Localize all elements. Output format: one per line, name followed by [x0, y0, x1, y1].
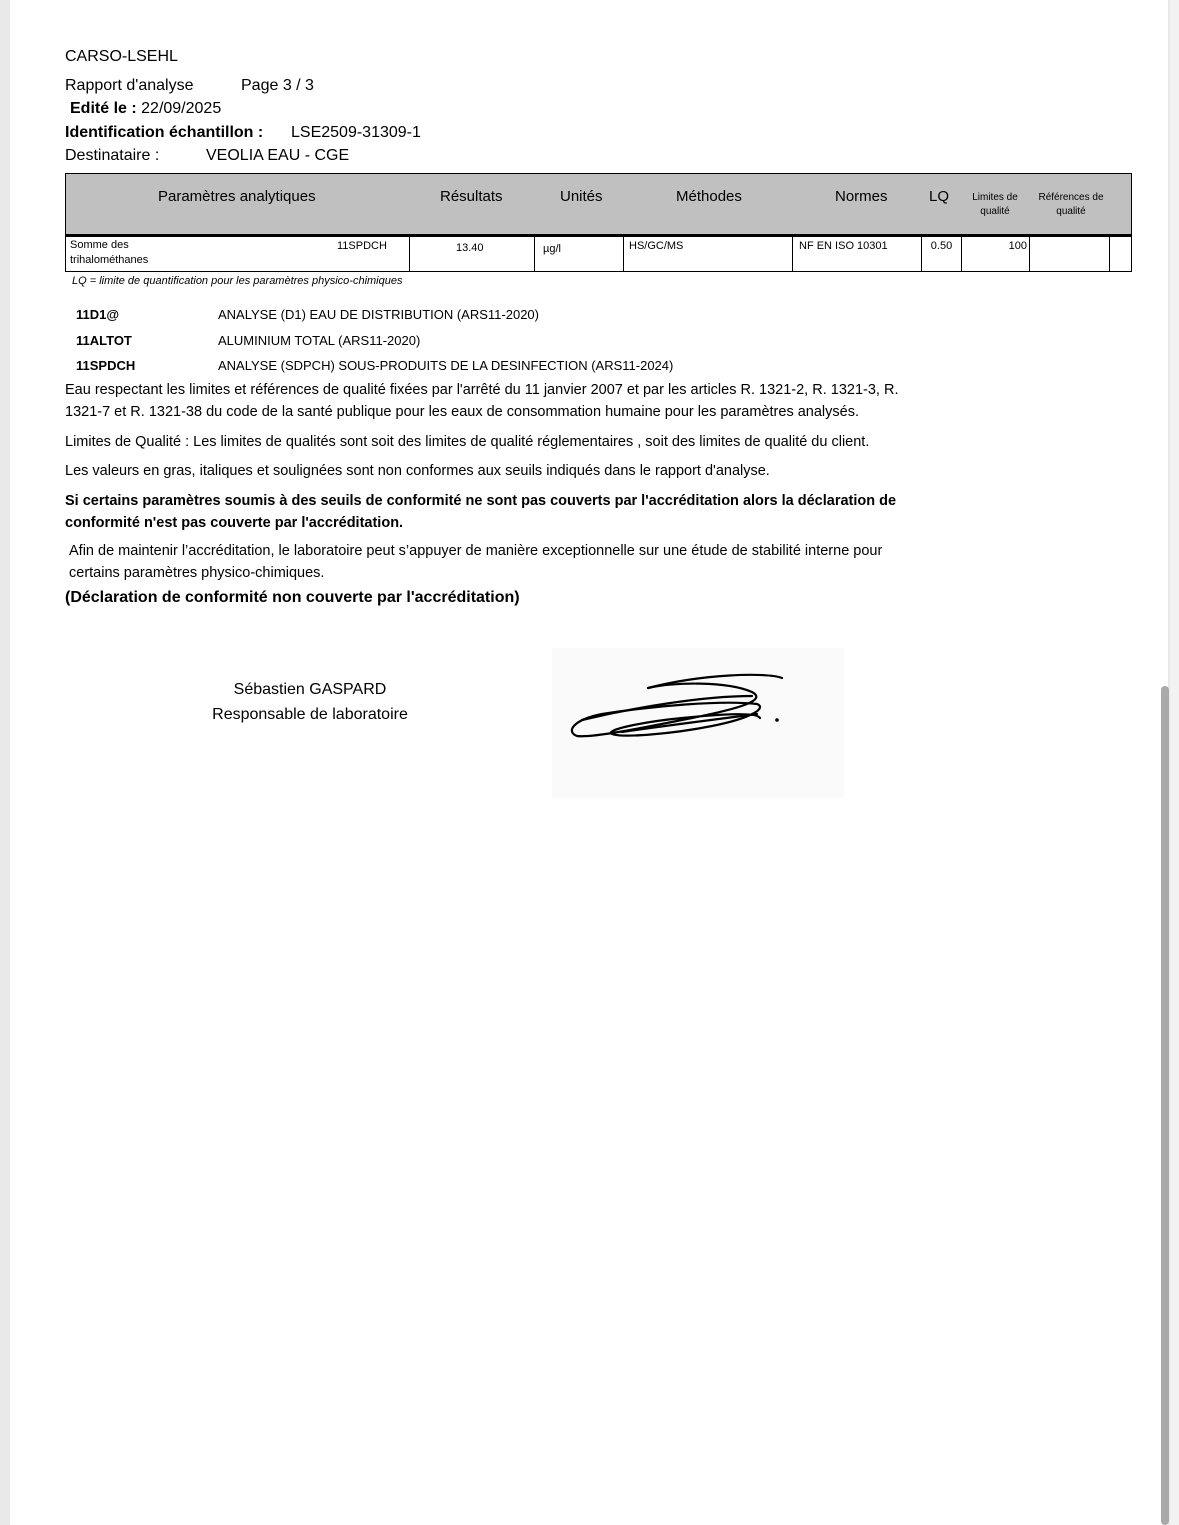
cell-limit: 100: [1008, 240, 1027, 252]
recipient-label: Destinataire :: [65, 147, 160, 164]
report-label: Rapport d'analyse: [65, 77, 194, 94]
col-results: Résultats: [440, 188, 503, 205]
code-description: ALUMINIUM TOTAL (ARS11-2020): [218, 333, 421, 348]
table-row: [65, 235, 1132, 272]
cell-result: 13.40: [456, 242, 484, 254]
code-id: 11D1@: [76, 307, 120, 322]
col-parameters: Paramètres analytiques: [158, 188, 316, 205]
signatory: [160, 677, 460, 727]
cell-unit: µg/l: [543, 243, 561, 255]
values-note: Les valeurs en gras, italiques et soulignées sont non conformes aux seuils indiqués dans le rapport d'analyse.: [65, 463, 770, 479]
scrollbar-thumb[interactable]: [1161, 686, 1169, 1525]
divider: [1109, 237, 1110, 271]
conformity-statement: Eau respectant les limites et références de qualité fixées par l'arrêté du 11 janvier 2007 et par les articles R. 1321-2, R. 1321-3, R. 1321-7 et R. 1321-38 du code de la santé publique pour les eaux de consommation humaine pour les paramètres analysés.: [65, 382, 899, 420]
signature-scribble: [552, 648, 844, 798]
cell-lq: 0.50: [930, 240, 953, 252]
col-units: Unités: [560, 188, 603, 205]
edited-label: Edité le :: [70, 100, 137, 117]
col-lq: LQ: [929, 188, 950, 205]
scrollbar-track[interactable]: [1170, 0, 1179, 1525]
col-methods: Méthodes: [676, 188, 742, 205]
code-id: 11ALTOT: [76, 333, 132, 348]
col-references: Références de qualité: [1038, 192, 1104, 217]
signatory-title: Responsable de laboratoire: [212, 706, 408, 723]
page-indicator: Page 3 / 3: [241, 77, 314, 94]
edited-date: 22/09/2025: [141, 100, 222, 117]
recipient: VEOLIA EAU - CGE: [206, 147, 350, 164]
divider: [961, 237, 962, 271]
stability-note: Afin de maintenir l’accréditation, le laboratoire peut s’appuyer de manière exceptionnelle sur une étude de stabilité interne pour certains paramètres physico-chimiques.: [69, 543, 883, 581]
accreditation-note: Si certains paramètres soumis à des seuils de conformité ne sont pas couverts par l'accréditation alors la déclaration de conformité n'est pas couverte par l'accréditation.: [65, 493, 897, 531]
cell-method: HS/GC/MS: [629, 240, 684, 252]
declaration-note: (Déclaration de conformité non couverte par l'accréditation): [65, 589, 520, 606]
edited-row: [70, 99, 221, 119]
lq-footnote: LQ = limite de quantification pour les paramètres physico-chimiques: [72, 275, 403, 287]
divider: [1029, 237, 1030, 271]
signature: [552, 648, 844, 798]
col-norms: Normes: [835, 188, 888, 205]
divider: [623, 237, 624, 271]
lab-name: CARSO-LSEHL: [65, 48, 178, 65]
col-limits: Limites de qualité: [972, 192, 1018, 217]
code-description: ANALYSE (D1) EAU DE DISTRIBUTION (ARS11-2020): [218, 307, 539, 322]
cell-code: 11SPDCH: [337, 240, 387, 252]
signatory-name: Sébastien GASPARD: [233, 681, 387, 698]
divider: [792, 237, 793, 271]
divider: [409, 237, 410, 271]
limits-note: Limites de Qualité : Les limites de qualités sont soit des limites de qualité réglementaires , soit des limites de qualité du client.: [65, 434, 870, 450]
sample-id-label: Identification échantillon :: [65, 124, 264, 141]
code-description: ANALYSE (SDPCH) SOUS-PRODUITS DE LA DESINFECTION (ARS11-2024): [218, 358, 674, 373]
table-header: [65, 173, 1132, 235]
cell-norm: NF EN ISO 10301: [799, 240, 888, 252]
sample-id: LSE2509-31309-1: [291, 124, 421, 141]
divider: [921, 237, 922, 271]
cell-parameter: Somme des trihalométhanes: [70, 239, 149, 266]
divider: [534, 237, 535, 271]
code-id: 11SPDCH: [76, 358, 136, 373]
